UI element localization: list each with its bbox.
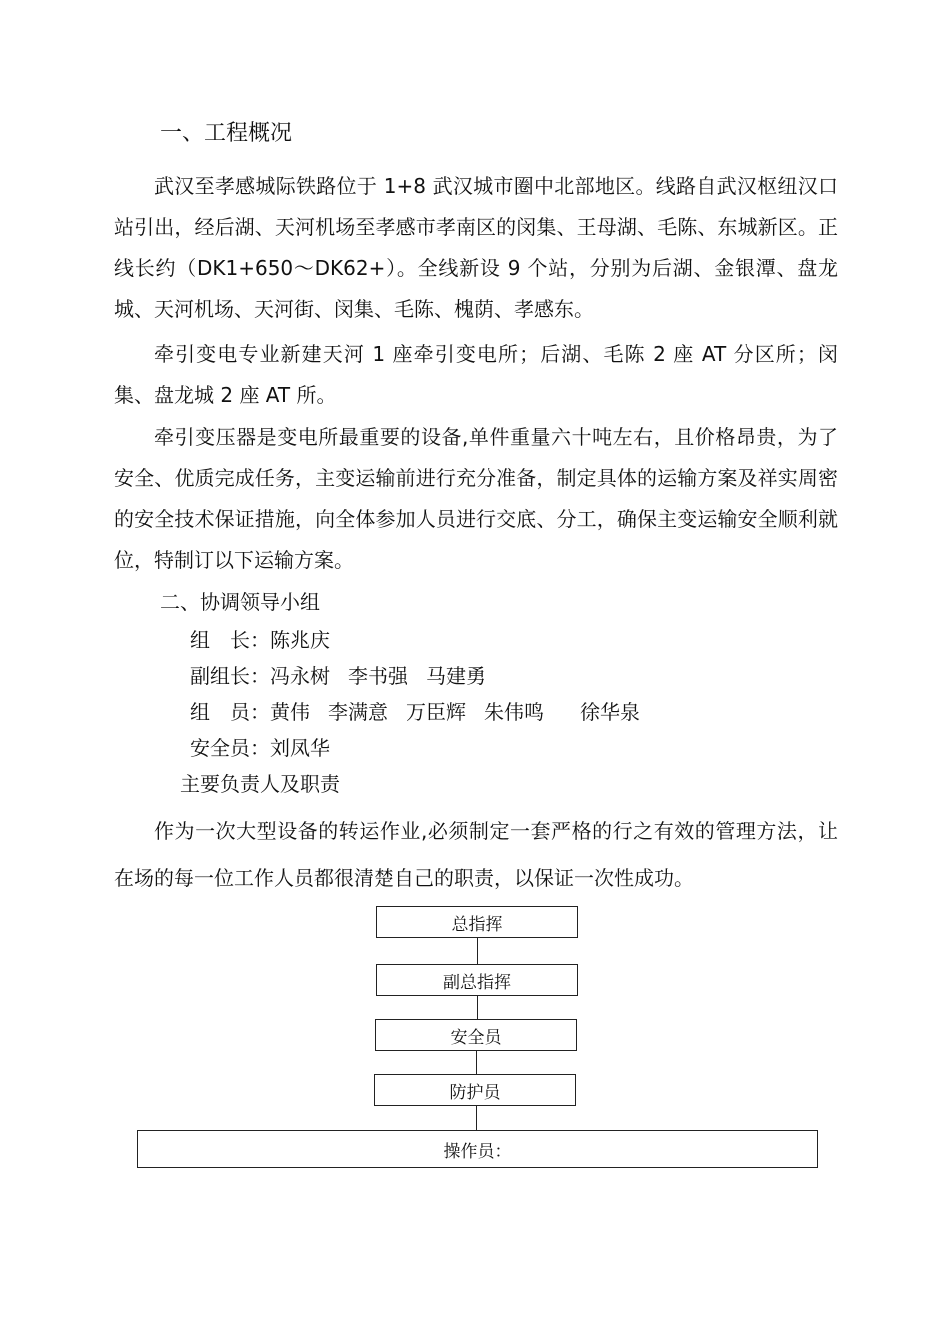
leader-role-label: 组 长： (190, 628, 270, 652)
member-name: 朱伟鸣 (484, 700, 544, 724)
section-2-heading: 二、协调领导小组 (160, 590, 320, 614)
deputy-name: 冯永树 (270, 664, 330, 688)
org-box-deputy-commander: 副总指挥 (376, 964, 578, 996)
members-row (190, 694, 658, 730)
responsibility-heading: 主要负责人及职责 (180, 772, 340, 796)
section-1-heading: 一、工程概况 (160, 121, 293, 146)
org-box-operator: 操作员： (137, 1130, 818, 1168)
deputy-name: 李书强 (348, 664, 408, 688)
safety-officer-row (190, 730, 348, 766)
substation-paragraph: 牵引变电专业新建天河 1 座牵引变电所；后湖、毛陈 2 座 AT 分区所；闵集、盘龙城 2 座 AT 所。 (114, 342, 838, 407)
members-role-label: 组 员： (190, 700, 270, 724)
leader-row (190, 622, 348, 658)
safety-role-label: 安全员： (190, 736, 270, 760)
member-name: 万臣辉 (406, 700, 466, 724)
org-connector (477, 938, 478, 964)
org-box-safety-officer: 安全员 (375, 1019, 577, 1051)
leader-name: 陈兆庆 (270, 628, 330, 652)
safety-officer-name: 刘凤华 (270, 736, 330, 760)
transformer-paragraph: 牵引变压器是变电所最重要的设备,单件重量六十吨左右，且价格昂贵，为了安全、优质完成任务，主变运输前进行充分准备，制定具体的运输方案及祥实周密的安全技术保证措施，向全体参加人员进行交底、分工，确保主变运输安全顺利就位，特制订以下运输方案。 (114, 425, 838, 572)
org-connector (476, 1051, 477, 1074)
org-connector (476, 1106, 477, 1130)
member-name: 徐华泉 (580, 700, 640, 724)
member-name: 黄伟 (270, 700, 310, 724)
deputy-name: 马建勇 (426, 664, 486, 688)
org-box-protector: 防护员 (374, 1074, 576, 1106)
org-box-commander: 总指挥 (376, 906, 578, 938)
deputy-row (190, 658, 504, 694)
project-overview-paragraph: 武汉至孝感城际铁路位于 1+8 武汉城市圈中北部地区。线路自武汉枢纽汉口站引出，经后湖、天河机场至孝感市孝南区的闵集、王母湖、毛陈、东城新区。正线长约（DK1+650～DK62+）。全线新设 9 个站，分别为后湖、金银潭、盘龙城、天河机场、天河街、闵集、毛陈、槐荫、孝感东。 (114, 174, 838, 321)
deputy-role-label: 副组长： (190, 664, 270, 688)
member-name: 李满意 (328, 700, 388, 724)
responsibility-paragraph: 作为一次大型设备的转运作业,必须制定一套严格的行之有效的管理方法，让在场的每一位工作人员都很清楚自己的职责，以保证一次性成功。 (114, 819, 838, 890)
org-connector (477, 996, 478, 1019)
